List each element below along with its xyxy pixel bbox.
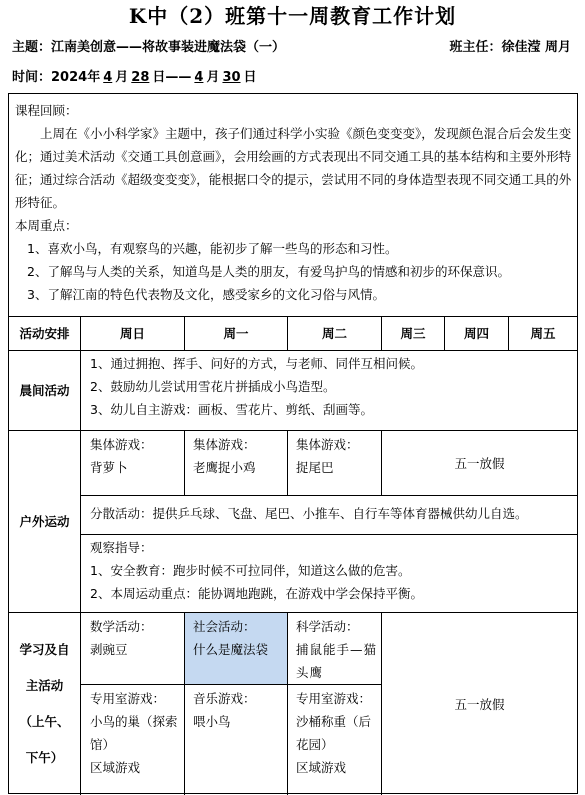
header-thursday: 周四	[444, 316, 508, 350]
start-day: 28	[131, 70, 150, 85]
outdoor-guide	[80, 534, 577, 612]
morning-item: 2、鼓励幼儿尝试用雪花片拼插成小鸟造型。	[90, 379, 336, 394]
focus-item: 1、喜欢小鸟，有观察鸟的兴趣，能初步了解一些鸟的形态和习性。	[27, 241, 398, 256]
learning-tuesday-2: 专用室游戏： 沙桶称重（后花园） 区域游戏	[287, 684, 381, 795]
focus-item: 3、了解江南的特色代表物及文化，感受家乡的文化习俗与风情。	[27, 287, 385, 302]
theme-line	[12, 38, 577, 58]
header-wednesday: 周三	[381, 316, 444, 350]
learning-tuesday-1: 科学活动： 捕鼠能手—猫头鹰	[287, 612, 381, 684]
year: 2024	[51, 70, 88, 85]
focus-item: 2、了解鸟与人类的关系，知道鸟是人类的朋友，有爱鸟护鸟的情感和初步的环保意识。	[27, 264, 510, 279]
header-sunday: 周日	[80, 316, 184, 350]
learning-monday-2: 音乐游戏： 喂小鸟	[184, 684, 287, 795]
guide-item: 2、本周运动重点：能协调地跑跳，在游戏中学会保持平衡。	[90, 586, 423, 601]
time-line: 时间：2024年 4 月 28 日—— 4 月 30 日	[12, 70, 257, 85]
morning-item: 3、幼儿自主游戏：画板、雪花片、剪纸、刮画等。	[90, 402, 373, 417]
row-label-outdoor: 户外运动	[9, 430, 80, 612]
outdoor-holiday: 五一放假	[381, 430, 577, 495]
review-section	[9, 94, 577, 314]
teacher-label: 班主任：	[449, 40, 502, 55]
learning-sunday-2: 专用室游戏： 小鸟的巢（探索馆） 区域游戏	[80, 684, 184, 795]
outdoor-game-tuesday: 集体游戏： 捉尾巴	[287, 430, 381, 495]
row-label-morning: 晨间活动	[9, 350, 80, 430]
outdoor-scatter: 分散活动：提供乒乓球、飞盘、尾巴、小推车、自行车等体育器械供幼儿自选。	[80, 495, 577, 534]
row-label-learning: 学习及自 主活动 （上午、 下午）	[9, 612, 80, 795]
review-text: 上周在《小小科学家》主题中，孩子们通过科学小实验《颜色变变变》，发现颜色混合后会发生变化；通过美术活动《交通工具创意画》，会用绘画的方式表现出不同交通工具的基本结构和主要外形特征；通过综合活动《超级变变变》，能根据口令的提示，尝试用不同的身体造型表现不同交通工具的外形特征。	[15, 126, 572, 210]
learning-sunday-1: 数学活动： 剥豌豆	[80, 612, 184, 684]
teacher-names: 徐佳滢 周月	[501, 40, 571, 55]
outdoor-game-sunday: 集体游戏： 背萝卜	[80, 430, 184, 495]
guide-item: 1、安全教育：跑步时候不可拉同伴，知道这么做的危害。	[90, 563, 411, 578]
plan-table	[8, 93, 578, 794]
morning-content	[80, 350, 577, 430]
theme-text: 江南美创意——将故事装进魔法袋（一）	[51, 40, 286, 55]
start-month: 4	[103, 70, 113, 85]
learning-monday-1: 社会活动： 什么是魔法袋	[184, 612, 287, 684]
header-friday: 周五	[508, 316, 577, 350]
focus-title: 本周重点：	[15, 218, 78, 233]
theme-label: 主题：	[12, 40, 52, 55]
header-tuesday: 周二	[287, 316, 381, 350]
review-title: 课程回顾：	[15, 103, 78, 118]
header-monday: 周一	[184, 316, 287, 350]
teacher-info	[449, 38, 571, 58]
learning-holiday: 五一放假	[381, 612, 577, 795]
page-title: K中（2）班第十一周教育工作计划	[128, 4, 457, 28]
guide-title: 观察指导：	[90, 540, 153, 555]
time-label: 时间：	[12, 70, 52, 85]
end-day: 30	[222, 70, 241, 85]
header-activity: 活动安排	[9, 316, 80, 350]
end-month: 4	[194, 70, 204, 85]
morning-item: 1、通过拥抱、挥手、问好的方式，与老师、同伴互相问候。	[90, 356, 423, 371]
outdoor-game-monday: 集体游戏： 老鹰捉小鸡	[184, 430, 287, 495]
